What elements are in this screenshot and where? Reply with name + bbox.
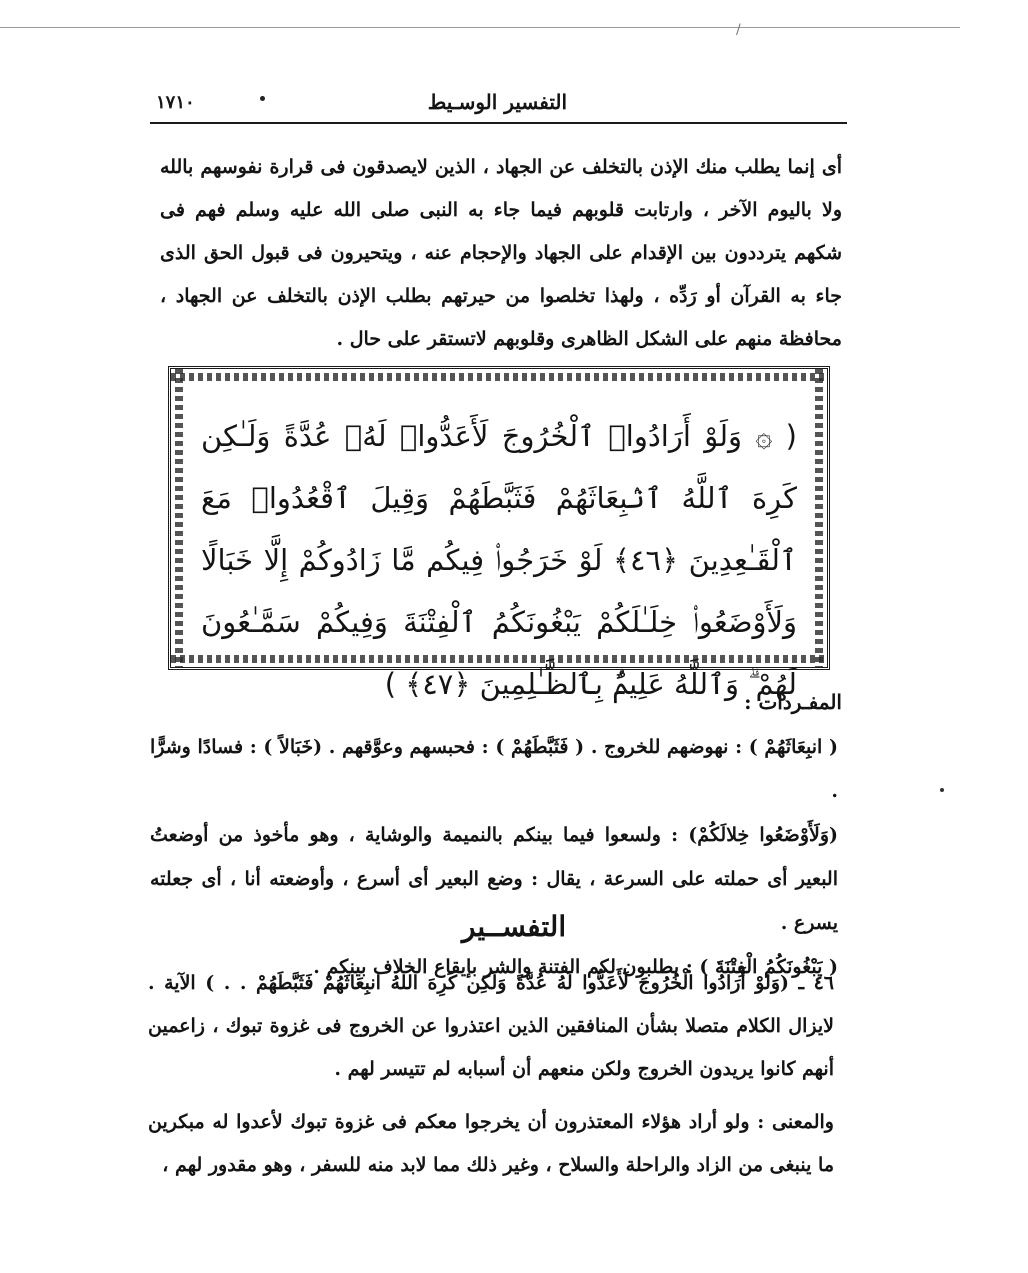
vocabulary-entry: (وَلَأَوْضَعُوا خِلالَكُمْ) : ولسعوا فيما بينكم بالنميمة والوشاية ، وهو مأخوذ من أوضعتُ البعير أى حملته على السرعة ، يقال : وضع البعير أى أسرع ، وأوضعته أنا ، أى جعلته يسرع . (150, 824, 838, 934)
running-title: التفسير الوسـيط (427, 90, 567, 114)
intro-paragraph: أى إنما يطلب منك الإذن بالتخلف عن الجهاد ، الذين لايصدقون فى قرارة نفوسهم بالله ولا باليوم الآخر ، وارتابت قلوبهم فيما جاء به النبى صلى الله عليه وسلم فهم فى شكهم يترددون بين الإقدام على الجهاد والإحجام عنه ، ويتحيرون فى قبول الحق الذى جاء به القرآن أو رَدِّه ، ولهذا تخلصوا من حيرتهم بطلب الإذن بالتخلف عن الجهاد ، محافظة منهم على الشكل الظاهرى وقلوبهم لاتستقر على حال . (160, 156, 842, 350)
ornament-border-right (815, 369, 823, 667)
quran-verse: ( ۞ وَلَوْ أَرَادُوا۟ ٱلْخُرُوجَ لَأَعَدُّوا۟ لَهُۥ عُدَّةً وَلَـٰكِن كَرِهَ ٱللَّهُ ٱنۢبِعَاثَهُمْ فَثَبَّطَهُمْ وَقِيلَ ٱقْعُدُوا۟ مَعَ ٱلْقَـٰعِدِينَ ﴿٤٦﴾ لَوْ خَرَجُوا۟ فِيكُم مَّا زَادُوكُمْ إِلَّا خَبَالًا وَلَأَوْضَعُوا۟ خِلَـٰلَكُمْ يَبْغُونَكُمُ ٱلْفِتْنَةَ وَفِيكُمْ سَمَّـٰعُونَ لَهُمْ ۗ وَٱللَّهُ عَلِيمٌۢ بِٱلظَّـٰلِمِينَ ﴿٤٧﴾ ) (201, 419, 797, 701)
vocabulary-entry: ( يَبْغُونَكُمُ الْفِتْنَةَ ) : يطلبون لكم الفتنة والشر بإيقاع الخلاف بينكم . (313, 956, 838, 978)
margin-dot (940, 788, 944, 792)
tafsir-paragraph: والمعنى : ولو أراد هؤلاء المعتذرون أن يخرجوا معكم فى غزوة تبوك لأعدوا له مبكرين ما ينبغى من الزاد والراحلة والسلاح ، وغير ذلك مما لابد منه للسفر ، وهو مقدور لهم ، (148, 1111, 834, 1176)
page-number: ١٧١٠ (156, 92, 195, 113)
vocabulary-heading: المفـردات : (744, 690, 842, 714)
ornament-border-left (175, 369, 183, 667)
tafsir-heading: التفســير (461, 910, 567, 943)
scan-mark: / (736, 22, 741, 38)
scan-edge-line (0, 27, 960, 28)
vocabulary-section (150, 725, 838, 989)
tafsir-paragraph: ٤٦ ـ (وَلَوْ أَرَادُوا الْخُرُوجَ لَأَعَدُّوا لَهُ عُدَّةً وَلَكِن كَرِهَ اللهُ انبِعَاثَهُمْ فَثَبَّطَهُمْ . . ) الآية . لايزال الكلام متصلا بشأن المنافقين الذين اعتذروا عن الخروج فى غزوة تبوك ، زاعمين أنهم كانوا يريدون الخروج ولكن منعهم أن أسبابه لم تتيسر لهم . (148, 972, 834, 1080)
header-rule (150, 122, 847, 124)
header-dot (260, 96, 265, 101)
vocabulary-entry: ( انبِعَاثَهُمْ ) : نهوضهم للخروج . ( فَثَبَّطَهُمْ ) : فحبسهم وعوَّقهم . (خَبَالاً ) : فسادًا وشرًّا . (150, 736, 838, 802)
running-header (150, 84, 845, 124)
ornament-border-top (171, 373, 827, 381)
verse-frame (168, 366, 830, 701)
tafsir-section (148, 962, 834, 1197)
